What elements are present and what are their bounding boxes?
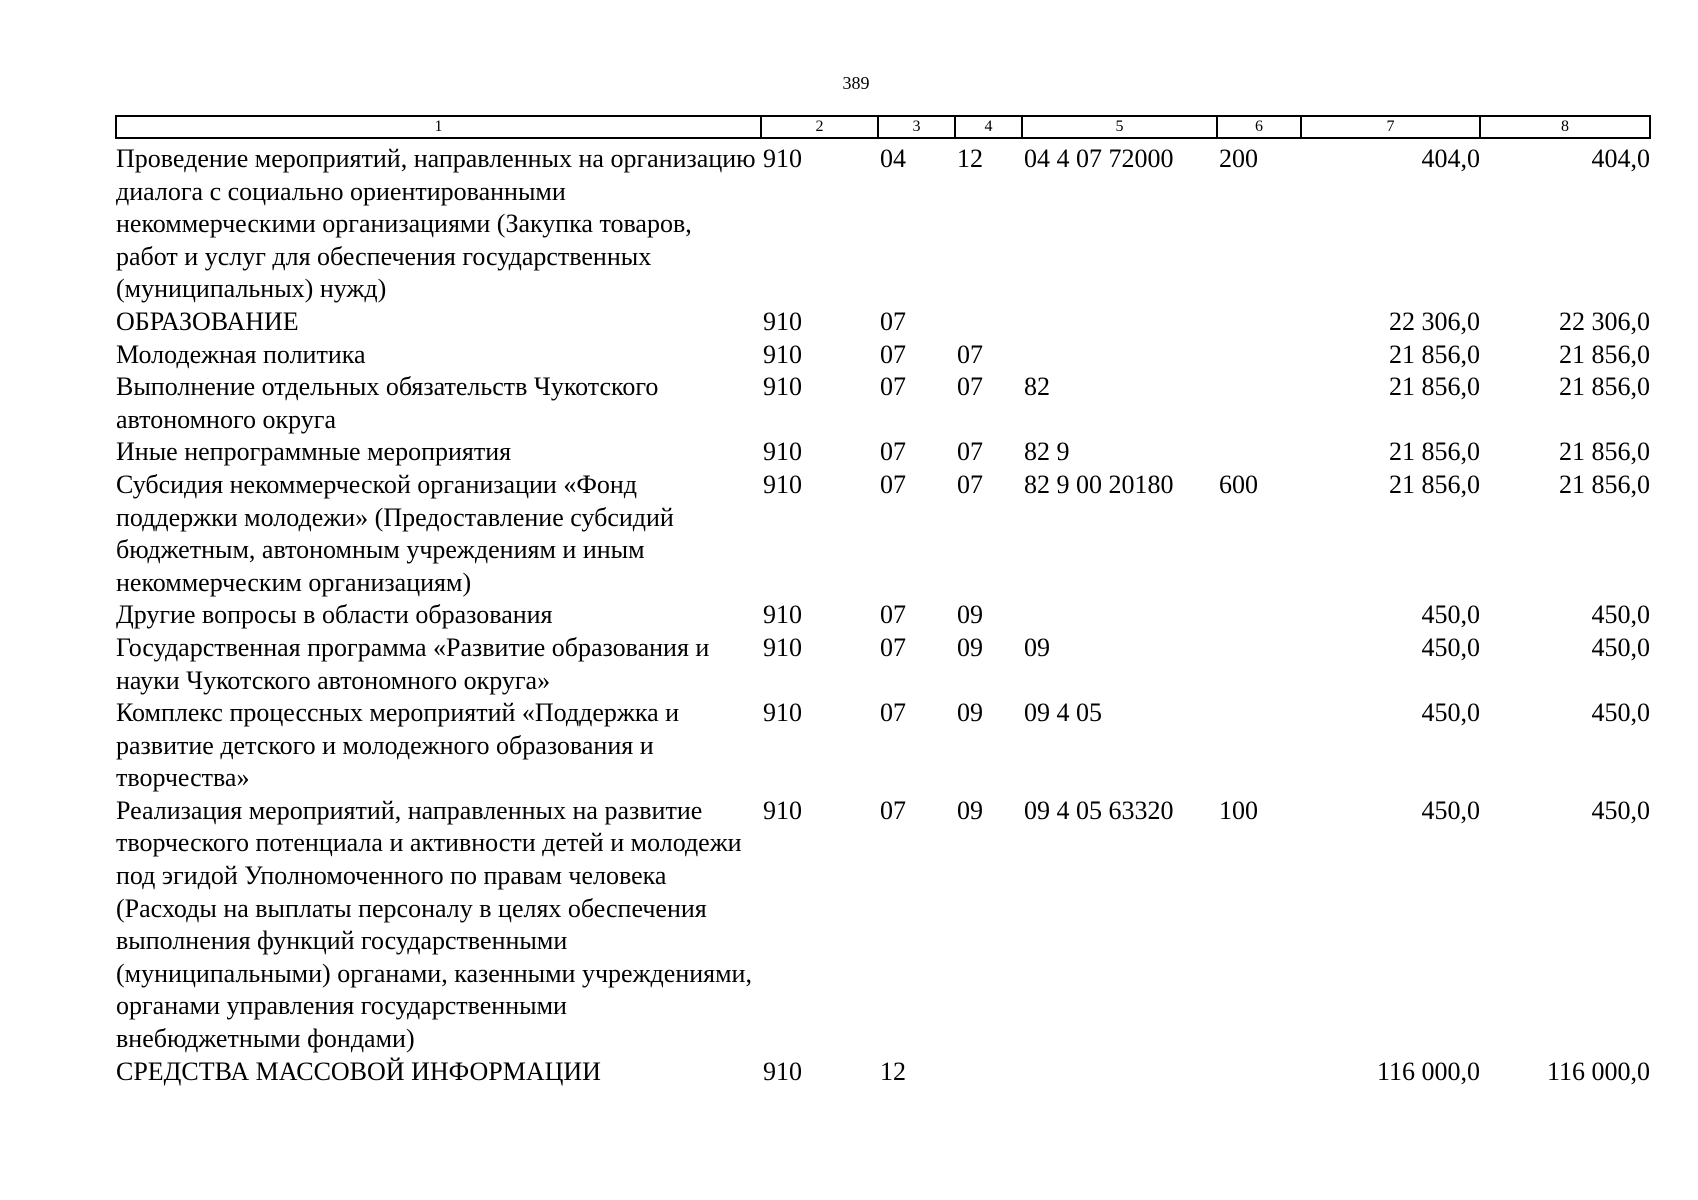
table-row (116, 306, 1650, 339)
section-code-cell: 07 (880, 469, 906, 499)
expense-type-cell: 600 (1219, 469, 1258, 499)
item-name-cell: Молодежная политика (116, 339, 366, 369)
subsection-code-cell (955, 1056, 1022, 1089)
grbs-code-cell: 910 (763, 437, 802, 467)
expense-type-cell (1217, 1056, 1301, 1089)
grbs-code-cell: 910 (763, 1056, 802, 1086)
grbs-code-cell: 910 (763, 632, 802, 662)
amount-cell-8: 450,0 (1591, 600, 1650, 630)
subsection-code-cell: 12 (957, 144, 983, 173)
expense-type-cell (1217, 697, 1301, 795)
amount-cell-7: 116 000,0 (1376, 1056, 1480, 1086)
item-name-cell: Проведение мероприятий, направленных на организацию диалога с социально ориентированными некоммерческими организациями (Закупка товаров, работ и услуг для обеспечения государственных (муниципальных) нужд) (116, 144, 756, 304)
table-row (116, 632, 1650, 697)
column-number-header: 8 (1480, 116, 1650, 138)
target-article-cell: 04 4 07 72000 (1024, 144, 1174, 173)
table-body (116, 138, 1650, 1088)
amount-cell-7: 450,0 (1421, 795, 1480, 825)
amount-cell-7: 21 856,0 (1389, 372, 1480, 402)
section-code-cell: 07 (880, 795, 906, 825)
target-article-cell: 09 (1024, 632, 1050, 662)
section-code-cell: 07 (880, 632, 906, 662)
target-article-cell: 82 (1024, 372, 1050, 402)
subsection-code-cell: 07 (957, 339, 983, 369)
section-code-cell: 07 (880, 306, 906, 336)
column-number-header: 7 (1301, 116, 1480, 138)
grbs-code-cell: 910 (763, 600, 802, 630)
grbs-code-cell: 910 (763, 795, 802, 825)
target-article-cell: 82 9 00 20180 (1024, 469, 1174, 499)
section-code-cell: 07 (880, 698, 906, 728)
item-name-cell: ОБРАЗОВАНИЕ (116, 306, 299, 336)
target-article-cell: 82 9 (1024, 437, 1070, 467)
subsection-code-cell: 09 (957, 632, 983, 662)
grbs-code-cell: 910 (763, 469, 802, 499)
item-name-cell: СРЕДСТВА МАССОВОЙ ИНФОРМАЦИИ (116, 1056, 601, 1086)
column-number-header: 3 (878, 116, 955, 138)
section-code-cell: 04 (880, 144, 906, 173)
grbs-code-cell: 910 (763, 698, 802, 728)
amount-cell-8: 450,0 (1591, 698, 1650, 728)
target-article-cell: 09 4 05 63320 (1024, 795, 1174, 825)
subsection-code-cell: 07 (957, 437, 983, 467)
amount-cell-8: 21 856,0 (1559, 469, 1650, 499)
expense-type-cell (1217, 339, 1301, 372)
expense-type-cell (1217, 306, 1301, 339)
budget-table (115, 115, 1651, 1088)
item-name-cell: Другие вопросы в области образования (116, 600, 553, 630)
table-row (116, 138, 1650, 306)
target-article-cell: 09 4 05 (1024, 698, 1102, 728)
expense-type-cell (1217, 371, 1301, 436)
expense-type-cell (1217, 599, 1301, 632)
subsection-code-cell: 07 (957, 469, 983, 499)
table-row (116, 436, 1650, 469)
section-code-cell: 07 (880, 339, 906, 369)
expense-type-cell (1217, 436, 1301, 469)
column-number-header: 1 (116, 116, 761, 138)
item-name-cell: Государственная программа «Развитие образования и науки Чукотского автономного округа» (116, 632, 710, 695)
expense-type-cell: 100 (1219, 795, 1258, 825)
item-name-cell: Выполнение отдельных обязательств Чукотского автономного округа (116, 372, 659, 434)
amount-cell-8: 21 856,0 (1559, 372, 1650, 402)
amount-cell-8: 450,0 (1591, 632, 1650, 662)
subsection-code-cell (955, 306, 1022, 339)
column-number-header: 6 (1217, 116, 1301, 138)
amount-cell-8: 116 000,0 (1546, 1056, 1650, 1086)
expense-type-cell (1217, 632, 1301, 697)
amount-cell-8: 21 856,0 (1559, 339, 1650, 369)
subsection-code-cell: 09 (957, 600, 983, 630)
table-row (116, 469, 1650, 599)
item-name-cell: Комплекс процессных мероприятий «Поддержка и развитие детского и молодежного образования и творчества» (116, 698, 680, 793)
amount-cell-8: 21 856,0 (1559, 437, 1650, 467)
item-name-cell: Реализация мероприятий, направленных на развитие творческого потенциала и активности детей и молодежи под эгидой Уполномоченного по правам человека (Расходы на выплаты персоналу в целях обеспечения выполнения функций государственными (муниципальными) органами, казенными учреждениями, органами управления государственными внебюджетными фондами) (116, 795, 752, 1054)
expense-type-cell: 200 (1219, 144, 1258, 173)
subsection-code-cell: 09 (957, 795, 983, 825)
page-number: 389 (842, 73, 870, 93)
table-row (116, 339, 1650, 372)
target-article-cell (1022, 599, 1217, 632)
column-number-header-row (116, 116, 1650, 138)
amount-cell-7: 450,0 (1421, 600, 1480, 630)
target-article-cell (1022, 339, 1217, 372)
item-name-cell: Иные непрограммные мероприятия (116, 437, 512, 467)
column-number-header: 2 (761, 116, 878, 138)
grbs-code-cell: 910 (763, 144, 802, 173)
amount-cell-7: 21 856,0 (1389, 339, 1480, 369)
grbs-code-cell: 910 (763, 306, 802, 336)
table-row (116, 697, 1650, 795)
section-code-cell: 07 (880, 372, 906, 402)
section-code-cell: 12 (880, 1056, 906, 1086)
amount-cell-7: 21 856,0 (1389, 437, 1480, 467)
amount-cell-8: 404,0 (1591, 144, 1650, 173)
amount-cell-7: 450,0 (1421, 698, 1480, 728)
table-row (116, 371, 1650, 436)
grbs-code-cell: 910 (763, 372, 802, 402)
amount-cell-8: 22 306,0 (1559, 306, 1650, 336)
item-name-cell: Субсидия некоммерческой организации «Фонд поддержки молодежи» (Предоставление субсидий бюджетным, автономным учреждениям и иным некоммерческим организациям) (116, 469, 674, 597)
target-article-cell (1022, 306, 1217, 339)
amount-cell-8: 450,0 (1591, 795, 1650, 825)
column-number-header: 4 (955, 116, 1022, 138)
target-article-cell (1022, 1056, 1217, 1089)
amount-cell-7: 404,0 (1421, 144, 1480, 173)
table-row (116, 599, 1650, 632)
subsection-code-cell: 07 (957, 372, 983, 402)
amount-cell-7: 450,0 (1421, 632, 1480, 662)
table-row (116, 795, 1650, 1056)
section-code-cell: 07 (880, 437, 906, 467)
grbs-code-cell: 910 (763, 339, 802, 369)
amount-cell-7: 22 306,0 (1389, 306, 1480, 336)
column-number-header: 5 (1022, 116, 1217, 138)
table-row (116, 1056, 1650, 1089)
section-code-cell: 07 (880, 600, 906, 630)
subsection-code-cell: 09 (957, 698, 983, 728)
amount-cell-7: 21 856,0 (1389, 469, 1480, 499)
